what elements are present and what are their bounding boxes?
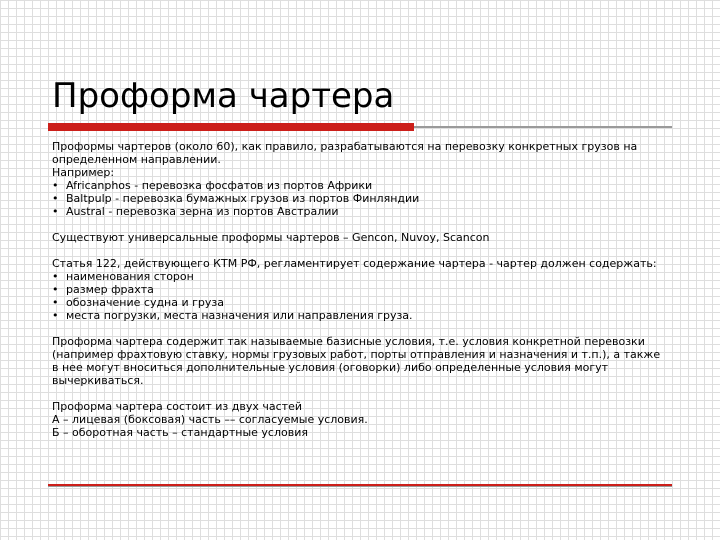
list-item-text: наименования сторон <box>66 270 194 283</box>
paragraph-line: Проформа чартера состоит из двух частей <box>52 400 302 413</box>
paragraph-line: Существуют универсальные проформы чартеров – Gencon, Nuvoy, Scancon <box>52 231 490 244</box>
slide-body <box>52 140 666 452</box>
list-item-text: Africanphos - перевозка фосфатов из портов Африки <box>66 179 373 192</box>
bullet-icon: • <box>52 192 59 205</box>
list-item-text: Baltpulp - перевозка бумажных грузов из портов Финляндии <box>66 192 420 205</box>
list-item <box>52 270 666 283</box>
bullet-icon: • <box>52 205 59 218</box>
list-item <box>52 296 666 309</box>
list-item <box>52 205 666 218</box>
paragraph-line: Статья 122, действующего КТМ РФ, регламентирует содержание чартера - чартер должен содержать: <box>52 257 657 270</box>
list-item-text: размер фрахта <box>66 283 154 296</box>
bullet-icon: • <box>52 179 59 192</box>
bullet-list-examples <box>52 179 666 218</box>
bullet-icon: • <box>52 309 59 322</box>
paragraph-line: А – лицевая (боксовая) часть –– согласуемые условия. <box>52 413 368 426</box>
title-accent-bar <box>48 123 414 131</box>
bullet-icon: • <box>52 296 59 309</box>
list-item-text: обозначение судна и груза <box>66 296 224 309</box>
list-item-text: Austral - перевозка зерна из портов Австралии <box>66 205 339 218</box>
paragraph-parts <box>52 400 666 439</box>
list-item <box>52 283 666 296</box>
list-item <box>52 309 666 322</box>
list-item <box>52 179 666 192</box>
paragraph-proformas <box>52 140 666 218</box>
paragraph-article-122 <box>52 257 666 322</box>
bullet-icon: • <box>52 270 59 283</box>
paragraph-line: Б – оборотная часть – стандартные условия <box>52 426 308 439</box>
bullet-icon: • <box>52 283 59 296</box>
slide-title: Проформа чартера <box>52 76 395 116</box>
list-item-text: места погрузки, места назначения или направления груза. <box>66 309 413 322</box>
list-item <box>52 192 666 205</box>
paragraph-universal <box>52 231 666 244</box>
paragraph-line: Проформа чартера содержит так называемые базисные условия, т.е. условия конкретной перевозки (например фрахтовую ставку, нормы грузовых работ, порты отправления и назначения и т.п.), а также в нее могут вноситься дополнительные условия (оговорки) либо определенные условия могут вычеркиваться. <box>52 335 661 387</box>
paragraph-basic-terms <box>52 335 666 387</box>
bullet-list-contents <box>52 270 666 322</box>
footer-accent-line <box>48 484 672 486</box>
paragraph-line: Проформы чартеров (около 60), как правило, разрабатываются на перевозку конкретных грузов на определенном направлении. <box>52 140 638 166</box>
paragraph-line: Например: <box>52 166 115 179</box>
